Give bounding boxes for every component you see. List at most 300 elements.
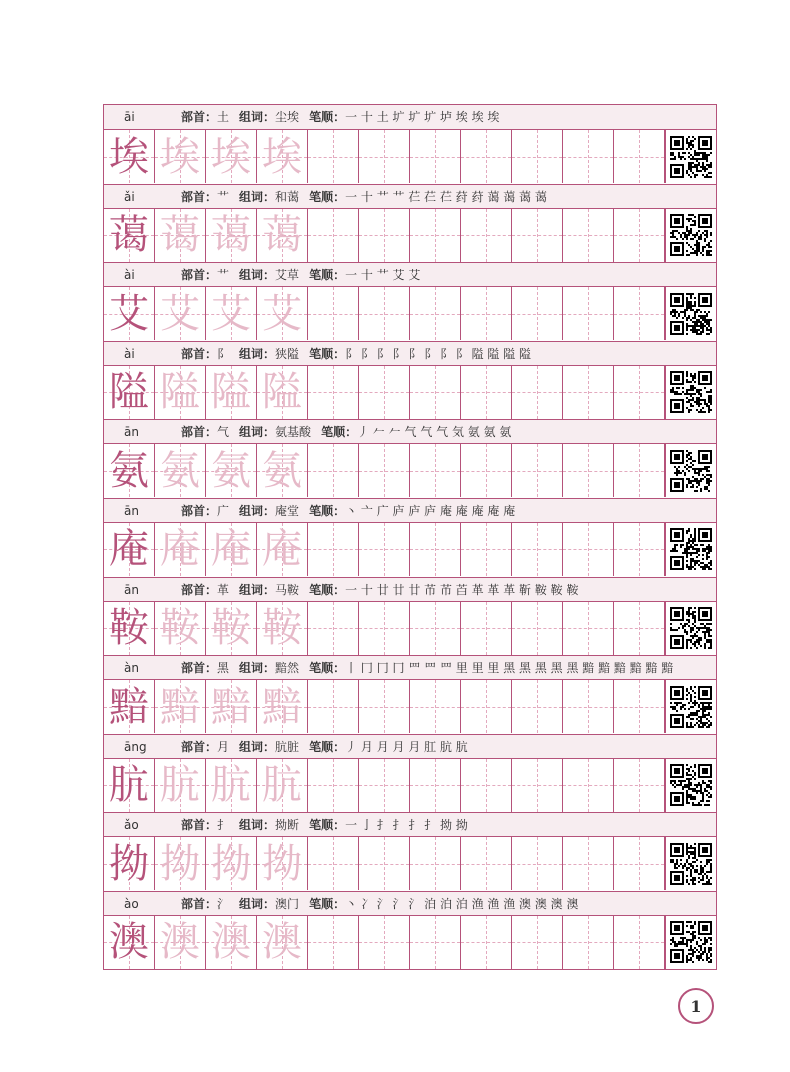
words-value: 肮脏 bbox=[275, 739, 300, 754]
practice-cell[interactable] bbox=[410, 837, 461, 890]
trace-cell bbox=[257, 130, 308, 183]
info-row bbox=[104, 655, 716, 680]
practice-cell[interactable] bbox=[512, 287, 563, 340]
writing-grid bbox=[104, 287, 716, 341]
words-label: 组词： bbox=[239, 661, 276, 676]
practice-cell[interactable] bbox=[461, 523, 512, 576]
practice-cell[interactable] bbox=[308, 916, 359, 969]
qr-code-graphic bbox=[670, 371, 712, 413]
info-row bbox=[104, 341, 716, 366]
model-cell bbox=[104, 680, 155, 733]
pinyin: ān bbox=[124, 503, 139, 518]
qr-code-graphic bbox=[670, 843, 712, 885]
trace-character: 鞍 bbox=[160, 605, 200, 652]
words-label: 组词： bbox=[239, 896, 276, 911]
trace-character: 澳 bbox=[211, 919, 251, 966]
info-row bbox=[104, 184, 716, 209]
words-value: 澳门 bbox=[275, 896, 300, 911]
model-character: 埃 bbox=[109, 133, 149, 180]
character-entry bbox=[104, 734, 716, 813]
radical-value: 革 bbox=[217, 582, 230, 597]
practice-cell[interactable] bbox=[410, 680, 461, 733]
character-meta bbox=[181, 813, 478, 837]
model-character: 氨 bbox=[109, 447, 149, 494]
strokes-label: 笔顺： bbox=[309, 268, 346, 283]
trace-cell bbox=[155, 523, 206, 576]
trace-cell bbox=[206, 602, 257, 655]
info-row bbox=[104, 734, 716, 759]
qr-code-icon[interactable] bbox=[665, 209, 716, 262]
trace-cell bbox=[206, 916, 257, 969]
practice-cell[interactable] bbox=[614, 837, 665, 890]
practice-cell[interactable] bbox=[359, 366, 410, 419]
practice-cell[interactable] bbox=[308, 366, 359, 419]
radical-label: 部首： bbox=[181, 503, 218, 518]
radical-value: 艹 bbox=[217, 189, 230, 204]
words-label: 组词： bbox=[239, 346, 276, 361]
practice-cell[interactable] bbox=[461, 602, 512, 655]
trace-cell bbox=[206, 287, 257, 340]
radical-label: 部首： bbox=[181, 896, 218, 911]
strokes-label: 笔顺： bbox=[309, 503, 346, 518]
practice-cell[interactable] bbox=[308, 287, 359, 340]
trace-character: 黯 bbox=[262, 683, 302, 730]
radical-value: 月 bbox=[217, 739, 230, 754]
practice-cell[interactable] bbox=[614, 209, 665, 262]
qr-code-icon[interactable] bbox=[665, 837, 716, 890]
trace-character: 艾 bbox=[211, 290, 251, 337]
practice-cell[interactable] bbox=[614, 680, 665, 733]
pinyin: ào bbox=[124, 896, 139, 911]
qr-code-graphic bbox=[670, 136, 712, 178]
radical-label: 部首： bbox=[181, 110, 218, 124]
stroke-order: 丿 月 月 月 月 肛 肮 肮 bbox=[345, 739, 468, 754]
words-label: 组词： bbox=[239, 818, 276, 833]
model-character: 黯 bbox=[109, 683, 149, 730]
practice-cell[interactable] bbox=[359, 602, 410, 655]
practice-cell[interactable] bbox=[410, 130, 461, 183]
trace-cell bbox=[257, 837, 308, 890]
writing-grid bbox=[104, 366, 716, 420]
practice-cell[interactable] bbox=[563, 209, 614, 262]
character-meta bbox=[181, 185, 557, 209]
words-value: 和蔼 bbox=[275, 189, 300, 204]
radical-label: 部首： bbox=[181, 818, 218, 833]
qr-code-graphic bbox=[670, 528, 712, 570]
practice-cell[interactable] bbox=[614, 287, 665, 340]
trace-character: 埃 bbox=[211, 133, 251, 180]
trace-cell bbox=[257, 523, 308, 576]
writing-grid bbox=[104, 916, 716, 970]
character-entry bbox=[104, 262, 716, 341]
trace-character: 隘 bbox=[160, 369, 200, 416]
words-value: 黯然 bbox=[275, 661, 300, 676]
words-value: 艾草 bbox=[275, 268, 300, 283]
practice-cell[interactable] bbox=[308, 602, 359, 655]
practice-cell[interactable] bbox=[410, 444, 461, 497]
words-value: 狭隘 bbox=[275, 346, 300, 361]
radical-label: 部首： bbox=[181, 189, 218, 204]
trace-character: 鞍 bbox=[211, 605, 251, 652]
practice-cell[interactable] bbox=[614, 759, 665, 812]
practice-cell[interactable] bbox=[512, 444, 563, 497]
writing-grid bbox=[104, 523, 716, 577]
trace-character: 庵 bbox=[211, 526, 251, 573]
character-entry bbox=[104, 655, 716, 734]
character-entry bbox=[104, 577, 716, 656]
pinyin: āi bbox=[124, 110, 135, 124]
practice-cell[interactable] bbox=[512, 916, 563, 969]
practice-cell[interactable] bbox=[614, 130, 665, 183]
model-cell bbox=[104, 759, 155, 812]
stroke-order: 一 十 廿 廿 廿 芇 芇 苩 革 革 革 靳 鞍 鞍 鞍 bbox=[345, 582, 579, 597]
trace-cell bbox=[206, 523, 257, 576]
trace-character: 蔼 bbox=[211, 212, 251, 259]
qr-code-graphic bbox=[670, 921, 712, 963]
practice-cell[interactable] bbox=[563, 523, 614, 576]
practice-cell[interactable] bbox=[512, 602, 563, 655]
words-value: 氨基酸 bbox=[275, 425, 312, 440]
practice-cell[interactable] bbox=[563, 444, 614, 497]
trace-cell bbox=[155, 209, 206, 262]
qr-code-icon[interactable] bbox=[665, 759, 716, 812]
trace-cell bbox=[155, 680, 206, 733]
practice-cell[interactable] bbox=[308, 680, 359, 733]
qr-code-graphic bbox=[670, 607, 712, 649]
qr-code-graphic bbox=[670, 293, 712, 335]
qr-code-icon[interactable] bbox=[665, 130, 716, 183]
practice-cell[interactable] bbox=[461, 130, 512, 183]
model-cell bbox=[104, 287, 155, 340]
model-cell bbox=[104, 602, 155, 655]
qr-code-graphic bbox=[670, 214, 712, 256]
info-row bbox=[104, 498, 716, 523]
practice-cell[interactable] bbox=[563, 759, 614, 812]
pinyin: ān bbox=[124, 582, 139, 597]
radical-label: 部首： bbox=[181, 739, 218, 754]
page-number: 1 bbox=[678, 988, 714, 1024]
writing-grid bbox=[104, 759, 716, 813]
radical-label: 部首： bbox=[181, 268, 218, 283]
trace-cell bbox=[257, 602, 308, 655]
words-label: 组词： bbox=[239, 582, 276, 597]
radical-label: 部首： bbox=[181, 425, 218, 440]
trace-character: 肮 bbox=[262, 762, 302, 809]
writing-grid bbox=[104, 602, 716, 656]
character-entry bbox=[104, 419, 716, 498]
practice-cell[interactable] bbox=[308, 444, 359, 497]
practice-sheet bbox=[103, 104, 717, 970]
stroke-order: 丨 冂 冂 冂 罒 罒 罒 里 里 里 黑 黑 黑 黑 黑 黯 黯 黯 黯 黯 黯 bbox=[345, 661, 674, 676]
words-label: 组词： bbox=[239, 110, 276, 124]
pinyin: ǎi bbox=[124, 189, 135, 204]
strokes-label: 笔顺： bbox=[321, 425, 358, 440]
strokes-label: 笔顺： bbox=[309, 739, 346, 754]
character-entry bbox=[104, 498, 716, 577]
practice-cell[interactable] bbox=[512, 759, 563, 812]
practice-cell[interactable] bbox=[614, 444, 665, 497]
trace-character: 隘 bbox=[262, 369, 302, 416]
practice-cell[interactable] bbox=[461, 837, 512, 890]
strokes-label: 笔顺： bbox=[309, 582, 346, 597]
trace-character: 蔼 bbox=[160, 212, 200, 259]
practice-cell[interactable] bbox=[308, 759, 359, 812]
qr-code-graphic bbox=[670, 764, 712, 806]
trace-cell bbox=[257, 680, 308, 733]
trace-cell bbox=[155, 287, 206, 340]
practice-cell[interactable] bbox=[614, 366, 665, 419]
practice-cell[interactable] bbox=[461, 680, 512, 733]
practice-cell[interactable] bbox=[563, 130, 614, 183]
character-meta bbox=[181, 735, 478, 759]
practice-cell[interactable] bbox=[308, 523, 359, 576]
radical-value: 气 bbox=[217, 425, 230, 440]
trace-cell bbox=[206, 444, 257, 497]
qr-code-graphic bbox=[670, 450, 712, 492]
character-entry bbox=[104, 341, 716, 420]
trace-cell bbox=[155, 837, 206, 890]
stroke-order: 一 十 艹 艹 芢 芢 芢 荮 荮 蔼 蔼 蔼 蔼 bbox=[345, 189, 547, 204]
model-cell bbox=[104, 916, 155, 969]
practice-cell[interactable] bbox=[563, 837, 614, 890]
practice-cell[interactable] bbox=[512, 366, 563, 419]
radical-value: 氵 bbox=[217, 896, 230, 911]
practice-cell[interactable] bbox=[410, 209, 461, 262]
practice-cell[interactable] bbox=[410, 523, 461, 576]
practice-cell[interactable] bbox=[563, 916, 614, 969]
strokes-label: 笔顺： bbox=[309, 189, 346, 204]
trace-character: 艾 bbox=[160, 290, 200, 337]
model-cell bbox=[104, 209, 155, 262]
practice-cell[interactable] bbox=[359, 680, 410, 733]
practice-cell[interactable] bbox=[308, 130, 359, 183]
qr-code-icon[interactable] bbox=[665, 602, 716, 655]
radical-label: 部首： bbox=[181, 582, 218, 597]
trace-character: 鞍 bbox=[262, 605, 302, 652]
qr-code-icon[interactable] bbox=[665, 366, 716, 419]
character-meta bbox=[181, 578, 588, 602]
practice-cell[interactable] bbox=[410, 602, 461, 655]
trace-character: 氨 bbox=[211, 447, 251, 494]
practice-cell[interactable] bbox=[563, 287, 614, 340]
practice-cell[interactable] bbox=[461, 287, 512, 340]
model-character: 蔼 bbox=[109, 212, 149, 259]
practice-cell[interactable] bbox=[461, 759, 512, 812]
pinyin: ǎo bbox=[124, 818, 139, 833]
character-meta bbox=[181, 105, 509, 129]
radical-value: 阝 bbox=[217, 346, 230, 361]
trace-cell bbox=[206, 130, 257, 183]
stroke-order: 丿 𠂉 𠂉 气 气 气 気 氨 氨 氨 bbox=[357, 425, 512, 440]
practice-cell[interactable] bbox=[563, 602, 614, 655]
words-label: 组词： bbox=[239, 425, 276, 440]
words-value: 拗断 bbox=[275, 818, 300, 833]
pinyin: àn bbox=[124, 661, 139, 676]
writing-grid bbox=[104, 209, 716, 263]
trace-cell bbox=[155, 602, 206, 655]
character-entry bbox=[104, 184, 716, 263]
model-character: 澳 bbox=[109, 919, 149, 966]
practice-cell[interactable] bbox=[359, 444, 410, 497]
trace-cell bbox=[206, 759, 257, 812]
stroke-order: 丶 亠 广 庐 庐 庐 庵 庵 庵 庵 庵 bbox=[345, 503, 516, 518]
practice-cell[interactable] bbox=[512, 680, 563, 733]
info-row bbox=[104, 105, 716, 130]
stroke-order: 一 十 艹 艾 艾 bbox=[345, 268, 421, 283]
character-entry bbox=[104, 891, 716, 970]
strokes-label: 笔顺： bbox=[309, 110, 346, 124]
practice-cell[interactable] bbox=[308, 837, 359, 890]
stroke-order: 阝 阝 阝 阝 阝 阝 阝 阝 隘 隘 隘 隘 bbox=[345, 346, 532, 361]
info-row bbox=[104, 891, 716, 916]
practice-cell[interactable] bbox=[512, 209, 563, 262]
trace-character: 拗 bbox=[262, 840, 302, 887]
pinyin: ān bbox=[124, 425, 139, 440]
practice-cell[interactable] bbox=[563, 366, 614, 419]
practice-cell[interactable] bbox=[410, 916, 461, 969]
radical-value: 土 bbox=[217, 110, 230, 124]
model-character: 庵 bbox=[109, 526, 149, 573]
words-label: 组词： bbox=[239, 739, 276, 754]
model-cell bbox=[104, 523, 155, 576]
trace-character: 肮 bbox=[160, 762, 200, 809]
info-row bbox=[104, 419, 716, 444]
strokes-label: 笔顺： bbox=[309, 661, 346, 676]
trace-cell bbox=[257, 759, 308, 812]
radical-value: 黑 bbox=[217, 661, 230, 676]
radical-label: 部首： bbox=[181, 661, 218, 676]
qr-code-icon[interactable] bbox=[665, 523, 716, 576]
trace-character: 澳 bbox=[262, 919, 302, 966]
trace-character: 埃 bbox=[160, 133, 200, 180]
radical-value: 扌 bbox=[217, 818, 230, 833]
qr-code-icon[interactable] bbox=[665, 916, 716, 969]
practice-cell[interactable] bbox=[512, 130, 563, 183]
trace-character: 隘 bbox=[211, 369, 251, 416]
trace-character: 澳 bbox=[160, 919, 200, 966]
trace-cell bbox=[257, 287, 308, 340]
practice-cell[interactable] bbox=[512, 523, 563, 576]
trace-character: 艾 bbox=[262, 290, 302, 337]
character-meta bbox=[181, 342, 541, 366]
writing-grid bbox=[104, 837, 716, 891]
words-value: 马鞍 bbox=[275, 582, 300, 597]
practice-cell[interactable] bbox=[359, 837, 410, 890]
trace-character: 拗 bbox=[160, 840, 200, 887]
practice-cell[interactable] bbox=[359, 130, 410, 183]
practice-cell[interactable] bbox=[359, 759, 410, 812]
character-meta bbox=[181, 420, 521, 444]
practice-cell[interactable] bbox=[614, 602, 665, 655]
words-label: 组词： bbox=[239, 268, 276, 283]
trace-cell bbox=[155, 916, 206, 969]
trace-cell bbox=[155, 444, 206, 497]
trace-character: 埃 bbox=[262, 133, 302, 180]
trace-cell bbox=[257, 444, 308, 497]
practice-cell[interactable] bbox=[461, 916, 512, 969]
qr-code-graphic bbox=[670, 686, 712, 728]
trace-cell bbox=[206, 209, 257, 262]
model-cell bbox=[104, 366, 155, 419]
trace-cell bbox=[206, 366, 257, 419]
pinyin: āng bbox=[124, 739, 147, 754]
info-row bbox=[104, 262, 716, 287]
trace-character: 肮 bbox=[211, 762, 251, 809]
model-cell bbox=[104, 444, 155, 497]
pinyin: ài bbox=[124, 268, 135, 283]
trace-character: 蔼 bbox=[262, 212, 302, 259]
practice-cell[interactable] bbox=[512, 837, 563, 890]
stroke-order: 一 亅 扌 扌 扌 扌 拗 拗 bbox=[345, 818, 468, 833]
words-label: 组词： bbox=[239, 189, 276, 204]
practice-cell[interactable] bbox=[614, 523, 665, 576]
strokes-label: 笔顺： bbox=[309, 818, 346, 833]
radical-label: 部首： bbox=[181, 346, 218, 361]
practice-cell[interactable] bbox=[461, 209, 512, 262]
character-meta bbox=[181, 656, 683, 680]
words-value: 庵堂 bbox=[275, 503, 300, 518]
words-value: 尘埃 bbox=[275, 110, 300, 124]
model-cell bbox=[104, 130, 155, 183]
practice-cell[interactable] bbox=[359, 287, 410, 340]
radical-value: 艹 bbox=[217, 268, 230, 283]
writing-grid bbox=[104, 444, 716, 498]
character-entry bbox=[104, 105, 716, 184]
character-meta bbox=[181, 263, 430, 287]
trace-cell bbox=[155, 366, 206, 419]
trace-cell bbox=[257, 916, 308, 969]
strokes-label: 笔顺： bbox=[309, 346, 346, 361]
words-label: 组词： bbox=[239, 503, 276, 518]
qr-code-icon[interactable] bbox=[665, 287, 716, 340]
trace-character: 拗 bbox=[211, 840, 251, 887]
writing-grid bbox=[104, 680, 716, 734]
trace-character: 黯 bbox=[211, 683, 251, 730]
practice-cell[interactable] bbox=[359, 523, 410, 576]
trace-character: 氨 bbox=[262, 447, 302, 494]
practice-cell[interactable] bbox=[614, 916, 665, 969]
practice-cell[interactable] bbox=[410, 366, 461, 419]
trace-cell bbox=[206, 680, 257, 733]
practice-cell[interactable] bbox=[359, 916, 410, 969]
practice-cell[interactable] bbox=[359, 209, 410, 262]
trace-cell bbox=[257, 209, 308, 262]
character-entry bbox=[104, 812, 716, 891]
model-character: 鞍 bbox=[109, 605, 149, 652]
practice-cell[interactable] bbox=[563, 680, 614, 733]
trace-character: 黯 bbox=[160, 683, 200, 730]
trace-character: 庵 bbox=[160, 526, 200, 573]
practice-cell[interactable] bbox=[461, 444, 512, 497]
practice-cell[interactable] bbox=[308, 209, 359, 262]
trace-cell bbox=[206, 837, 257, 890]
practice-cell[interactable] bbox=[410, 287, 461, 340]
trace-character: 氨 bbox=[160, 447, 200, 494]
qr-code-icon[interactable] bbox=[665, 444, 716, 497]
info-row bbox=[104, 812, 716, 837]
qr-code-icon[interactable] bbox=[665, 680, 716, 733]
trace-cell bbox=[257, 366, 308, 419]
stroke-order: 一 十 土 圹 圹 圹 垆 埃 埃 埃 bbox=[345, 110, 500, 124]
info-row bbox=[104, 577, 716, 602]
model-character: 艾 bbox=[109, 290, 149, 337]
model-character: 拗 bbox=[109, 840, 149, 887]
trace-cell bbox=[155, 130, 206, 183]
practice-cell[interactable] bbox=[461, 366, 512, 419]
practice-cell[interactable] bbox=[410, 759, 461, 812]
model-character: 隘 bbox=[109, 369, 149, 416]
model-cell bbox=[104, 837, 155, 890]
